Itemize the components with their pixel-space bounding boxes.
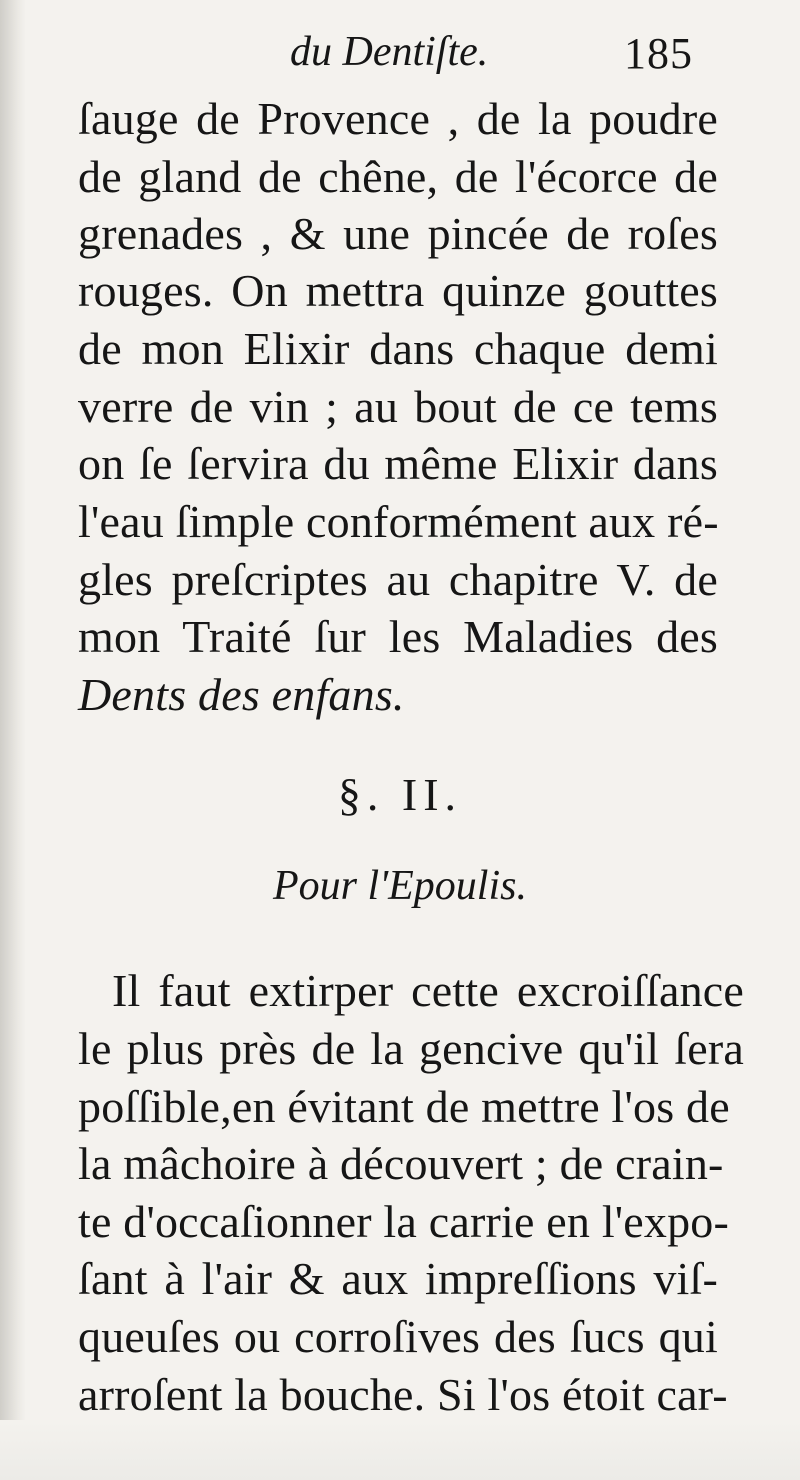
text-line: grenades , & une pincée de roſes (78, 208, 718, 259)
text-line: Dents des enfans. (78, 669, 405, 720)
page-number: 185 (624, 29, 693, 78)
text-line: l'eau ſimple conformément aux ré- (78, 496, 719, 547)
text-line: arroſent la bouche. Si l'os étoit car- (78, 1369, 728, 1420)
section-title: Pour l'Epoulis. (273, 863, 527, 909)
text-line: verre de vin ; au bout de ce tems (78, 381, 718, 432)
page-gutter-shadow (0, 0, 26, 1480)
text-line: rouges. On mettra quinze gouttes (78, 265, 718, 316)
text-line: de mon Elixir dans chaque demi (78, 323, 718, 374)
text-line: poſſible,en évitant de mettre l'os de (78, 1081, 730, 1132)
text-line: Il faut extirper cette excroiſſance (112, 965, 744, 1016)
page-header (0, 28, 800, 88)
page-bottom-margin (0, 1420, 800, 1480)
text-line: on ſe ſervira du même Elixir dans (78, 438, 718, 489)
running-head: du Dentiſte. (290, 29, 489, 75)
text-line: de gland de chêne, de l'écorce de (78, 151, 718, 202)
text-line: le plus près de la gencive qu'il ſera (78, 1023, 744, 1074)
text-line: ſant à l'air & aux impreſſions viſ- (78, 1253, 718, 1304)
section-heading: §. II. (337, 769, 463, 820)
text-line: ſauge de Provence , de la poudre (78, 93, 718, 144)
text-line: la mâchoire à découvert ; de crain- (78, 1138, 724, 1189)
text-line: te d'occaſionner la carrie en l'expo- (78, 1196, 730, 1247)
text-line: queuſes ou corroſives des ſucs qui (78, 1311, 718, 1362)
text-line: gles preſcriptes au chapitre V. de (78, 554, 718, 605)
text-line: mon Traité ſur les Maladies des (78, 611, 718, 662)
